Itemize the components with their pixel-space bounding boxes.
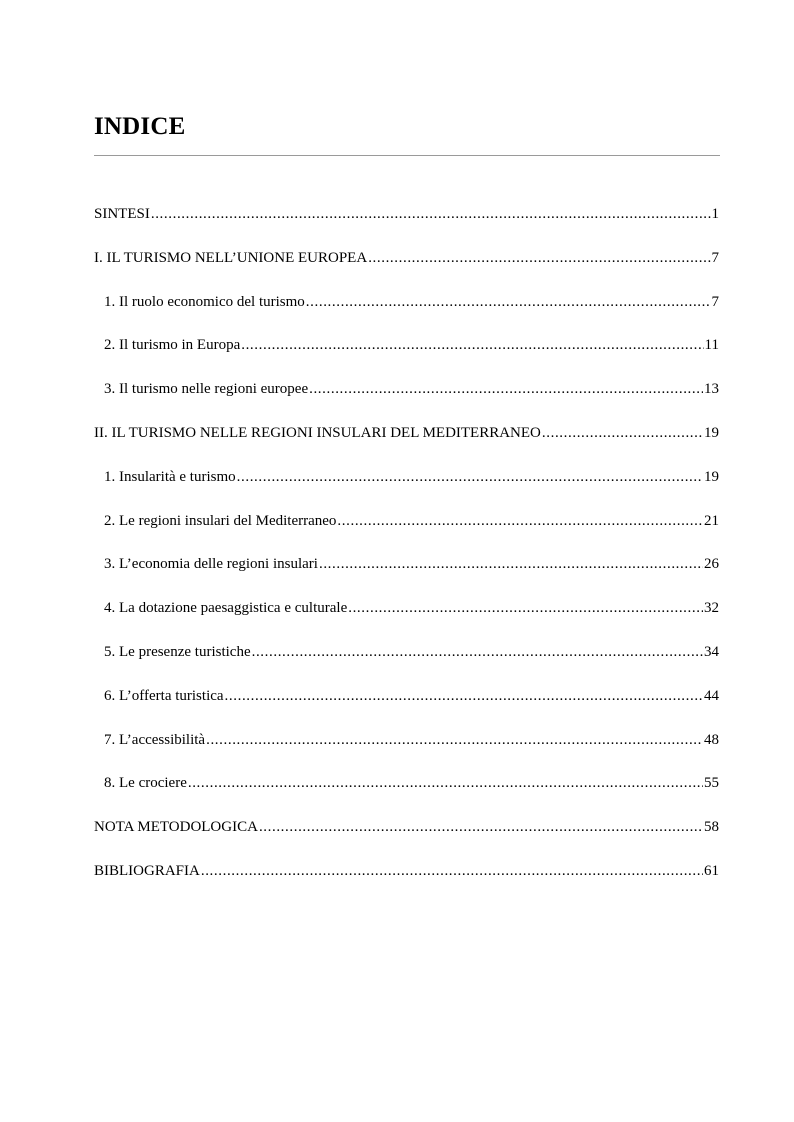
toc-page-number: 34 — [704, 643, 719, 660]
toc-page-number: 7 — [711, 249, 719, 266]
toc-entry-turismo-unione-europea[interactable] — [94, 247, 719, 291]
table-of-contents — [94, 203, 719, 904]
toc-leader-dots — [151, 203, 711, 225]
toc-page-number: 26 — [704, 556, 719, 573]
toc-entry-insularita[interactable] — [94, 466, 719, 510]
toc-entry-ruolo-economico[interactable] — [94, 291, 719, 335]
toc-leader-dots — [337, 510, 703, 532]
toc-page-number: 1 — [711, 206, 719, 222]
toc-leader-dots — [201, 860, 703, 882]
toc-leader-dots — [259, 816, 703, 838]
toc-entry-label: 7. L’accessibilità — [104, 731, 206, 748]
toc-leader-dots — [309, 378, 703, 400]
toc-leader-dots — [225, 685, 703, 707]
toc-entry-crociere[interactable] — [94, 772, 719, 816]
toc-entry-economia-regioni[interactable] — [94, 553, 719, 597]
toc-entry-label: I. IL TURISMO NELL’UNIONE EUROPEA — [94, 249, 368, 266]
toc-entry-accessibilita[interactable] — [94, 729, 719, 773]
toc-entry-label: II. IL TURISMO NELLE REGIONI INSULARI DEL MEDITERRANEO — [94, 424, 541, 441]
toc-entry-label: NOTA METODOLOGICA — [94, 819, 258, 836]
toc-entry-turismo-europa[interactable] — [94, 334, 719, 378]
page-title: INDICE — [94, 113, 186, 140]
toc-leader-dots — [237, 466, 703, 488]
toc-leader-dots — [542, 422, 703, 444]
toc-page-number: 7 — [711, 293, 719, 310]
toc-entry-label: 2. Il turismo in Europa — [104, 337, 241, 354]
toc-page-number: 19 — [704, 424, 719, 441]
toc-entry-bibliografia[interactable] — [94, 860, 719, 904]
toc-leader-dots — [319, 553, 703, 575]
toc-leader-dots — [252, 641, 703, 663]
toc-entry-regioni-insulari-mediterraneo[interactable] — [94, 510, 719, 554]
toc-leader-dots — [241, 334, 703, 356]
toc-page-number: 58 — [704, 819, 719, 836]
toc-entry-label: 8. Le crociere — [104, 775, 187, 792]
toc-entry-presenze-turistiche[interactable] — [94, 641, 719, 685]
toc-entry-label: 4. La dotazione paesaggistica e culturale — [104, 600, 348, 617]
toc-entry-label: 6. L’offerta turistica — [104, 687, 224, 704]
toc-entry-sintesi[interactable] — [94, 203, 719, 247]
toc-leader-dots — [206, 729, 703, 751]
toc-entry-label: 5. Le presenze turistiche — [104, 643, 251, 660]
toc-leader-dots — [188, 772, 703, 794]
toc-page-number: 21 — [704, 512, 719, 529]
toc-entry-regioni-insulari[interactable] — [94, 422, 719, 466]
toc-page-number: 13 — [704, 381, 719, 398]
toc-page-number: 44 — [704, 687, 719, 704]
toc-page-number: 48 — [704, 731, 719, 748]
toc-page-number: 55 — [704, 775, 719, 792]
toc-entry-label: 1. Il ruolo economico del turismo — [104, 293, 305, 310]
toc-leader-dots — [306, 291, 711, 313]
toc-entry-label: BIBLIOGRAFIA — [94, 862, 200, 879]
toc-entry-offerta-turistica[interactable] — [94, 685, 719, 729]
toc-leader-dots — [348, 597, 703, 619]
toc-page-number: 19 — [704, 468, 719, 485]
toc-page-number: 11 — [704, 337, 719, 354]
toc-entry-label: 3. Il turismo nelle regioni europee — [104, 381, 309, 398]
toc-entry-label: 2. Le regioni insulari del Mediterraneo — [104, 512, 337, 529]
toc-page-number: 32 — [704, 600, 719, 617]
toc-page-number: 61 — [704, 862, 719, 879]
toc-entry-dotazione-paesaggistica[interactable] — [94, 597, 719, 641]
toc-leader-dots — [368, 247, 710, 269]
toc-entry-regioni-europee[interactable] — [94, 378, 719, 422]
toc-entry-nota-metodologica[interactable] — [94, 816, 719, 860]
toc-entry-label: SINTESI — [94, 206, 150, 222]
toc-entry-label: 1. Insularità e turismo — [104, 468, 236, 485]
toc-entry-label: 3. L’economia delle regioni insulari — [104, 556, 318, 573]
title-divider — [94, 155, 720, 156]
